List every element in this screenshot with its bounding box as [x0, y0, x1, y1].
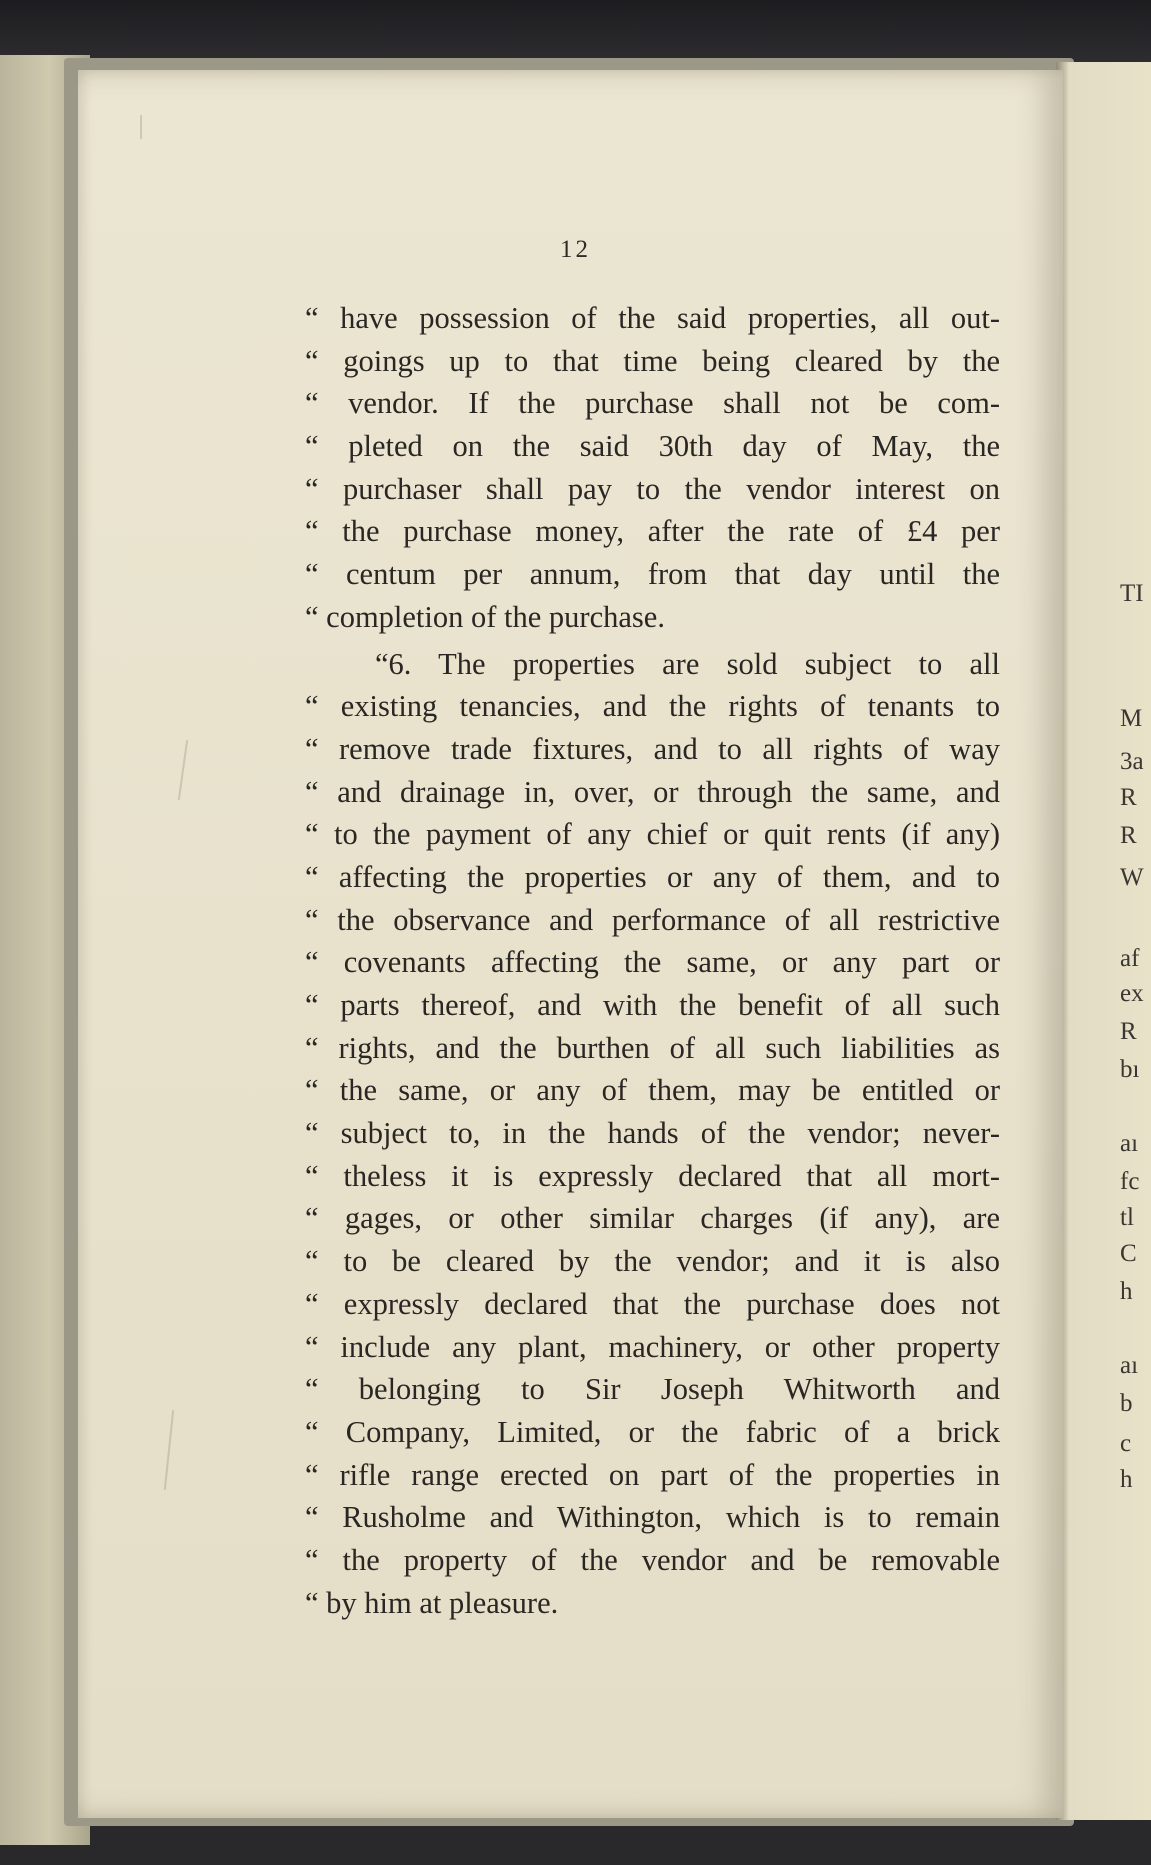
adjacent-page-fragment: bı: [1120, 1056, 1140, 1083]
adjacent-page-fragment: c: [1120, 1430, 1132, 1457]
next-page-text-fragments: [1120, 0, 1151, 1865]
adjacent-page-fragment: TI: [1120, 580, 1144, 607]
text-line: “ rights, and the burthen of all such liabilities as: [305, 1030, 1000, 1065]
adjacent-page-fragment: aı: [1120, 1130, 1139, 1157]
text-line: “ completion of the purchase.: [305, 599, 665, 634]
adjacent-page-fragment: M: [1120, 705, 1143, 732]
text-line: “ the property of the vendor and be removable: [305, 1542, 1000, 1577]
adjacent-page-fragment: b: [1120, 1390, 1133, 1417]
adjacent-page-fragment: fc: [1120, 1168, 1140, 1195]
page-text-body: [305, 297, 1000, 1624]
paragraph: [305, 643, 1000, 1625]
adjacent-page-fragment: R: [1120, 1018, 1137, 1045]
text-line: “ belonging to Sir Joseph Whitworth and: [305, 1372, 1000, 1407]
text-line: “ Rusholme and Withington, which is to remain: [305, 1500, 1000, 1535]
page-number: 12: [560, 236, 591, 263]
text-line: “ the purchase money, after the rate of £4 per: [305, 514, 1000, 549]
text-line: “ rifle range erected on part of the properties in: [305, 1457, 1000, 1492]
adjacent-page-fragment: C: [1120, 1240, 1137, 1267]
adjacent-page-fragment: h: [1120, 1278, 1133, 1305]
adjacent-page-fragment: R: [1120, 784, 1137, 811]
text-line: “ gages, or other similar charges (if any), are: [305, 1201, 1000, 1236]
text-line: “6. The properties are sold subject to all: [375, 646, 1000, 681]
text-line: “ vendor. If the purchase shall not be com-: [305, 386, 1000, 421]
text-line: “ covenants affecting the same, or any part or: [305, 945, 1000, 980]
paper-scratch: [140, 115, 142, 139]
text-line: “ the same, or any of them, may be entitled or: [305, 1073, 1000, 1108]
text-line: “ pleted on the said 30th day of May, the: [305, 429, 1000, 464]
text-line: “ subject to, in the hands of the vendor; never-: [305, 1116, 1000, 1151]
text-line: “ goings up to that time being cleared by the: [305, 343, 1000, 378]
text-line: “ and drainage in, over, or through the same, and: [305, 774, 1000, 809]
text-line: “ affecting the properties or any of them, and to: [305, 859, 1000, 894]
text-line: “ purchaser shall pay to the vendor interest on: [305, 471, 1000, 506]
text-line: “ expressly declared that the purchase does not: [305, 1286, 1000, 1321]
adjacent-page-fragment: 3a: [1120, 748, 1144, 775]
text-line: “ the observance and performance of all restrictive: [305, 902, 1000, 937]
text-line: “ include any plant, machinery, or other property: [305, 1329, 1000, 1364]
adjacent-page-fragment: af: [1120, 945, 1140, 972]
text-line: “ to be cleared by the vendor; and it is also: [305, 1244, 1000, 1279]
text-line: “ parts thereof, and with the benefit of all such: [305, 988, 1000, 1022]
text-line: “ remove trade fixtures, and to all rights of way: [305, 731, 1000, 766]
adjacent-page-fragment: W: [1120, 864, 1144, 891]
adjacent-page-fragment: R: [1120, 822, 1137, 849]
text-line: “ to the payment of any chief or quit rents (if any): [305, 817, 1000, 852]
text-line: “ have possession of the said properties, all out-: [305, 301, 1000, 335]
text-line: “ existing tenancies, and the rights of tenants to: [305, 689, 1000, 724]
adjacent-page-fragment: h: [1120, 1466, 1133, 1493]
text-line: “ theless it is expressly declared that all mort-: [305, 1158, 1000, 1193]
paragraph: [305, 297, 1000, 639]
text-line: “ centum per annum, from that day until the: [305, 557, 1000, 592]
text-line: “ by him at pleasure.: [305, 1585, 559, 1620]
adjacent-page-fragment: aı: [1120, 1352, 1139, 1379]
text-line: “ Company, Limited, or the fabric of a brick: [305, 1414, 1000, 1449]
adjacent-page-fragment: ex: [1120, 980, 1144, 1007]
scanner-background-bottom: [0, 1820, 1151, 1865]
adjacent-page-fragment: tl: [1120, 1204, 1134, 1231]
